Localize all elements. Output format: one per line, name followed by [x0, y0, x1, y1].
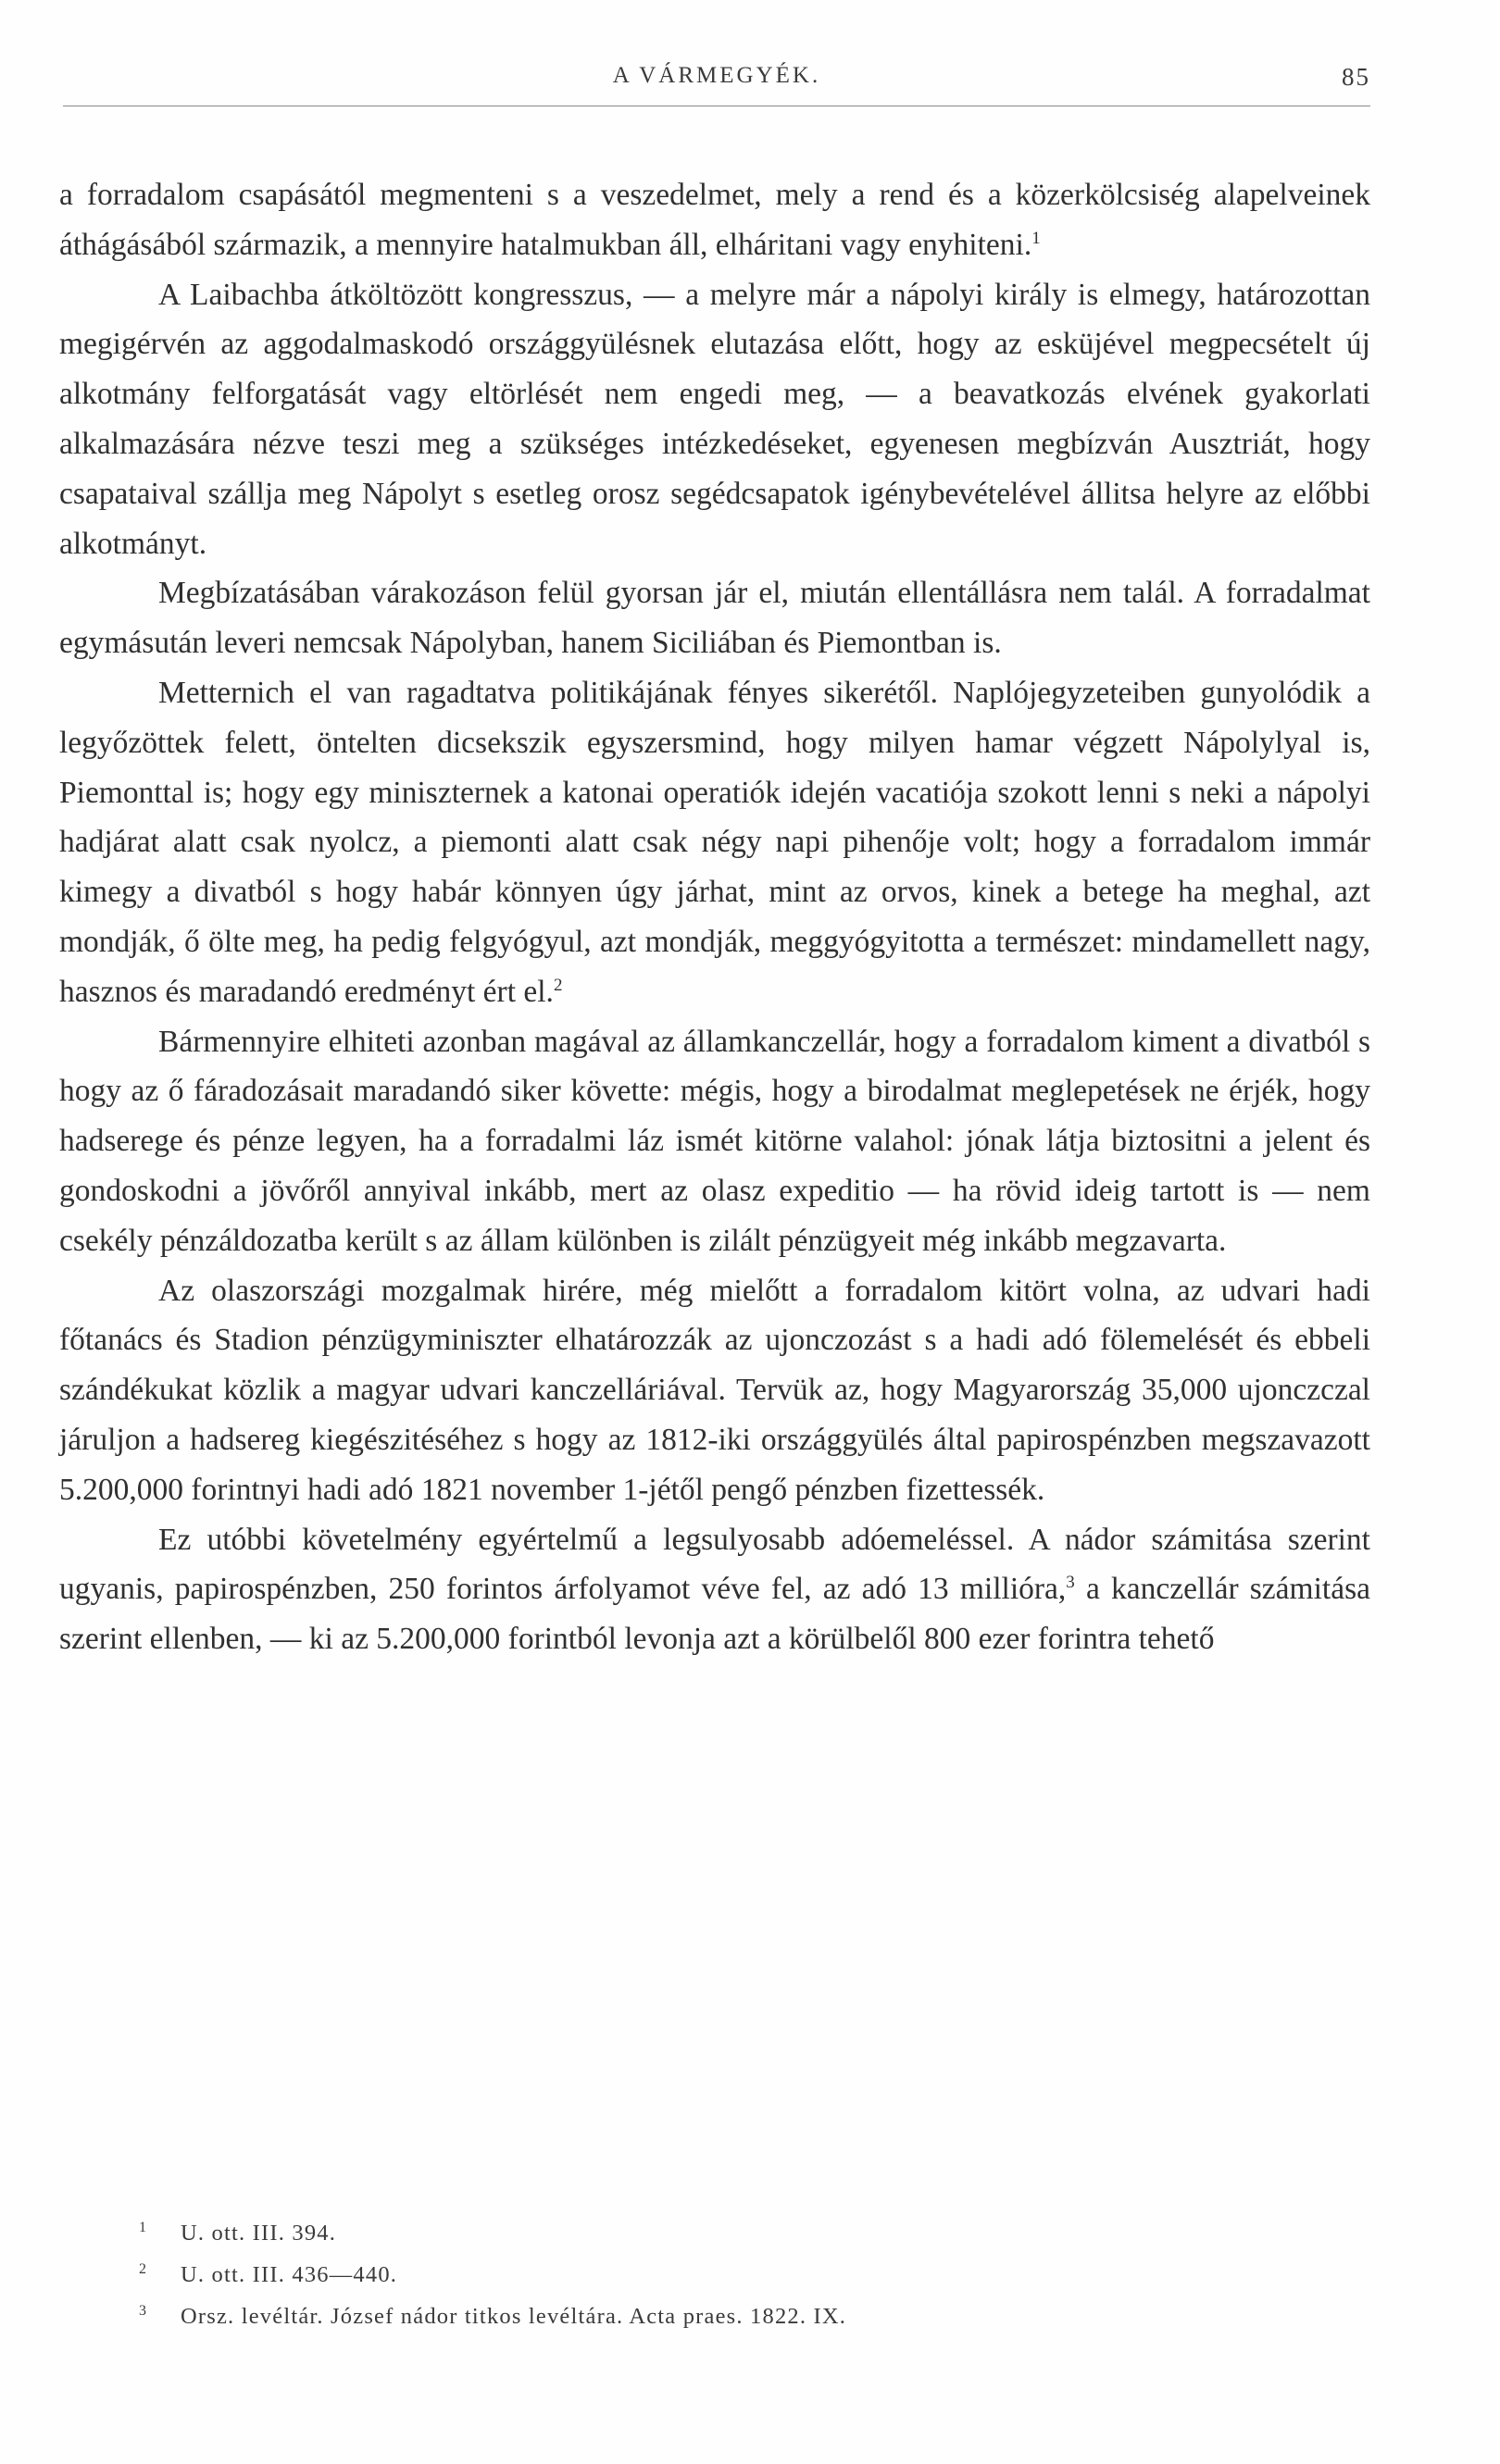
paragraph-text: Ez utóbbi követelmény egyértelmű a legsulyosabb adóemeléssel. A nádor számitása szerint ugyanis, papirospénzben, 250 forintos árfolyamot véve fel, az adó 13 millióra,: [59, 1522, 1370, 1607]
paragraph: [59, 270, 1370, 569]
paragraph-text: A Laibachba átköltözött kongresszus, — a melyre már a nápolyi király is elmegy, határozottan megigérvén az aggodalmaskodó országgyülésnek elutazása előtt, hogy az esküjével megpecsételt új alkotmány felforgatását vagy eltörlését nem engedi meg, — a beavatkozás elvének gyakorlati alkalmazására nézve teszi meg a szükséges intézkedéseket, egyenesen megbízván Ausztriát, hogy csapataival szállja meg Nápolyt s esetleg orosz segédcsapatok igénybevételével állitsa helyre az előbbi alkotmányt.: [59, 277, 1370, 561]
footnote-reference: 1: [1031, 228, 1041, 248]
footnotes: [139, 2212, 1370, 2337]
running-title: A VÁRMEGYÉK.: [612, 63, 821, 88]
paragraph: [59, 668, 1370, 1017]
footnote-text: Orsz. levéltár. József nádor titkos levéltára. Acta praes. 1822. IX.: [181, 2304, 847, 2329]
page-number: 85: [1342, 63, 1370, 91]
footnote-reference: 3: [1066, 1573, 1075, 1593]
footnote-text: U. ott. III. 394.: [181, 2221, 337, 2246]
footnote-reference: 2: [553, 975, 563, 995]
footnote: [139, 2254, 1370, 2296]
paragraph: [59, 1515, 1370, 1664]
body-text: [59, 170, 1370, 1664]
paragraph-text: Megbízatásában várakozáson felül gyorsan jár el, miután ellentállásra nem talál. A forradalmat egymásután leveri nemcsak Nápolyban, hanem Siciliában és Piemontban is.: [59, 576, 1370, 661]
footnote-text: U. ott. III. 436—440.: [181, 2262, 398, 2287]
paragraph-text: Bármennyire elhiteti azonban magával az államkanczellár, hogy a forradalom kiment a divatból s hogy az ő fáradozásait maradandó siker követte: mégis, hogy a birodalmat meglepetések ne érjék, hogy hadserege és pénze legyen, ha a forradalmi láz ismét kitörne valahol: jónak látja biztositni a jelent és gondoskodni a jövőről annyival inkább, mert az olasz expeditio — ha rövid ideig tartott is — nem csekély pénzáldozatba került s az állam különben is zilált pénzügyeit még inkább megzavarta.: [59, 1024, 1370, 1258]
running-header: [63, 63, 1370, 109]
paragraph: [59, 1017, 1370, 1266]
footnote-mark: 2: [139, 2261, 148, 2277]
footnote: [139, 2296, 1370, 2337]
paragraph-text: Metternich el van ragadtatva politikájának fényes sikerétől. Naplójegyzeteiben gunyolódik a legyőzöttek felett, öntelten dicsekszik egyszersmind, hogy milyen hamar végzett Nápolylyal is, Piemonttal is; hogy egy miniszternek a katonai operatiók idején vacatiója szokott lenni s neki a nápolyi hadjárat alatt csak nyolcz, a piemonti alatt csak négy napi pihenője volt; hogy a forradalom immár kimegy a divatból s hogy habár könnyen úgy járhat, mint az orvos, kinek a betege ha meghal, azt mondják, ő ölte meg, ha pedig felgyógyul, azt mondják, meggyógyitotta a természet: mindamellett nagy, hasznos és maradandó eredményt ért el.: [59, 675, 1370, 1009]
paragraph: [59, 170, 1370, 270]
paragraph: [59, 1266, 1370, 1515]
footnote-mark: 1: [139, 2220, 148, 2235]
footnote-mark: 3: [139, 2303, 148, 2319]
paragraph: [59, 568, 1370, 668]
paragraph-text: Az olaszországi mozgalmak hirére, még mielőtt a forradalom kitört volna, az udvari hadi főtanács és Stadion pénzügyminiszter elhatározzák az ujonczozást s a hadi adó fölemelését és ebbeli szándékukat közlik a magyar udvari kanczelláriával. Tervük az, hogy Magyarország 35,000 ujonczczal járuljon a hadsereg kiegészitéséhez s hogy az 1812-iki országgyülés által papirospénzben megszavazott 5.200,000 forintnyi hadi adó 1821 november 1-jétől pengő pénzben fizettessék.: [59, 1273, 1370, 1507]
paragraph-text: a forradalom csapásától megmenteni s a veszedelmet, mely a rend és a közerkölcsiség alapelveinek áthágásából származik, a mennyire hatalmukban áll, elháritani vagy enyhiteni.: [59, 178, 1370, 262]
footnote: [139, 2212, 1370, 2254]
paragraph-text: a kanczellár számitása szerint ellenben, — ki az 5.200,000 forintból levonja azt a körülbelől 800 ezer forintra tehető: [59, 1572, 1370, 1657]
